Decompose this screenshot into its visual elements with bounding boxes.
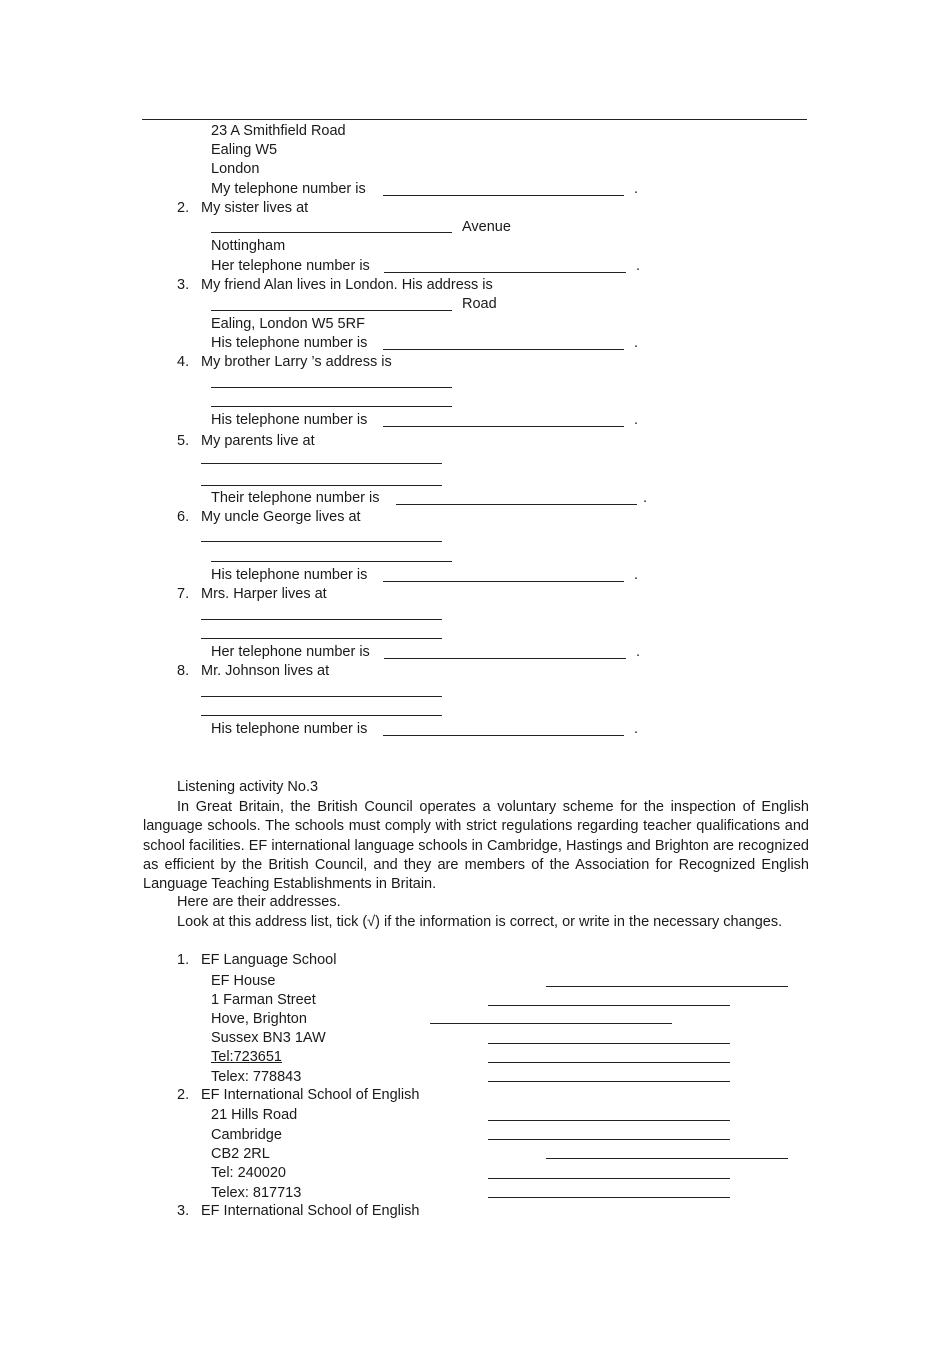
period: .	[634, 412, 639, 428]
answer-blank[interactable]	[211, 232, 452, 233]
answer-blank[interactable]	[201, 619, 442, 620]
address-line: Ealing W5	[211, 142, 278, 158]
school-address-line: CB2 2RL	[211, 1146, 270, 1162]
school-address-line: Hove, Brighton	[211, 1011, 307, 1027]
street-suffix: Road	[462, 296, 497, 312]
period: .	[634, 567, 639, 583]
section-title: Listening activity No.3	[177, 779, 319, 795]
header-rule	[142, 119, 807, 120]
answer-blank[interactable]	[383, 195, 624, 196]
city-text: Ealing, London W5 5RF	[211, 316, 365, 332]
school-name: EF International School of English	[201, 1203, 420, 1219]
answer-blank[interactable]	[383, 581, 624, 582]
item-text: Mrs. Harper lives at	[201, 586, 327, 602]
answer-blank[interactable]	[211, 387, 452, 388]
item-number: 5.	[177, 433, 190, 449]
school-address-line: Cambridge	[211, 1127, 282, 1143]
period: .	[634, 335, 639, 351]
period: .	[636, 644, 641, 660]
item-text: My sister lives at	[201, 200, 309, 216]
answer-blank[interactable]	[201, 485, 442, 486]
answer-blank[interactable]	[211, 406, 452, 407]
answer-blank[interactable]	[201, 541, 442, 542]
phone-label: His telephone number is	[211, 335, 368, 351]
item-text: My friend Alan lives in London. His address is	[201, 277, 493, 293]
correction-blank[interactable]	[488, 1043, 730, 1044]
phone-label: His telephone number is	[211, 721, 368, 737]
correction-blank[interactable]	[488, 1139, 730, 1140]
address-line: 23 A Smithfield Road	[211, 123, 346, 139]
answer-blank[interactable]	[201, 638, 442, 639]
correction-blank[interactable]	[488, 1081, 730, 1082]
correction-blank[interactable]	[488, 1120, 730, 1121]
item-text: My brother Larry ’s address is	[201, 354, 392, 370]
answer-blank[interactable]	[211, 561, 452, 562]
answer-blank[interactable]	[384, 272, 626, 273]
item-number: 4.	[177, 354, 190, 370]
correction-blank[interactable]	[488, 1178, 730, 1179]
answer-blank[interactable]	[396, 504, 637, 505]
addresses-heading: Here are their addresses.	[177, 894, 341, 910]
answer-blank[interactable]	[201, 696, 442, 697]
school-address-line: Sussex BN3 1AW	[211, 1030, 326, 1046]
street-suffix: Avenue	[462, 219, 511, 235]
answer-blank[interactable]	[383, 735, 624, 736]
phone-label: My telephone number is	[211, 181, 366, 197]
item-number: 3.	[177, 277, 190, 293]
correction-blank[interactable]	[488, 1197, 730, 1198]
period: .	[636, 258, 641, 274]
school-number: 1.	[177, 952, 190, 968]
phone-label: Her telephone number is	[211, 258, 370, 274]
answer-blank[interactable]	[383, 349, 624, 350]
school-address-line: Tel: 240020	[211, 1165, 286, 1181]
answer-blank[interactable]	[201, 715, 442, 716]
correction-blank[interactable]	[488, 1005, 730, 1006]
correction-blank[interactable]	[430, 1023, 672, 1024]
intro-paragraph-text: In Great Britain, the British Council operates a voluntary scheme for the inspection of English language schools. The schools must comply with strict regulations regarding teacher qualifications and school facilities. EF international language schools in Cambridge, Hastings and Brighton are recognized as efficient by the British Council, and they are members of the Association for Recognized English Language Teaching Establishments in Britain.	[143, 799, 809, 893]
answer-blank[interactable]	[201, 463, 442, 464]
item-number: 7.	[177, 586, 190, 602]
instruction	[143, 913, 809, 932]
phone-label: His telephone number is	[211, 412, 368, 428]
city-text: Nottingham	[211, 238, 286, 254]
answer-blank[interactable]	[384, 658, 626, 659]
period: .	[643, 490, 648, 506]
item-number: 6.	[177, 509, 190, 525]
phone-label: Her telephone number is	[211, 644, 370, 660]
school-number: 3.	[177, 1203, 190, 1219]
correction-blank[interactable]	[546, 1158, 788, 1159]
item-text: My uncle George lives at	[201, 509, 361, 525]
correction-blank[interactable]	[546, 986, 788, 987]
address-line: London	[211, 161, 260, 177]
item-number: 2.	[177, 200, 190, 216]
item-number: 8.	[177, 663, 190, 679]
phone-label: Their telephone number is	[211, 490, 380, 506]
school-name: EF International School of English	[201, 1087, 420, 1103]
school-address-line: 21 Hills Road	[211, 1107, 298, 1123]
school-name: EF Language School	[201, 952, 337, 968]
school-address-line: Telex: 778843	[211, 1069, 302, 1085]
answer-blank[interactable]	[383, 426, 624, 427]
school-number: 2.	[177, 1087, 190, 1103]
correction-blank[interactable]	[488, 1062, 730, 1063]
school-address-line: Telex: 817713	[211, 1185, 302, 1201]
school-tel-line: Tel:723651	[211, 1049, 282, 1065]
intro-paragraph	[143, 798, 809, 894]
school-address-line: EF House	[211, 973, 276, 989]
instruction-text: Look at this address list, tick (√) if the information is correct, or write in the necessary changes.	[177, 914, 783, 930]
period: .	[634, 721, 639, 737]
answer-blank[interactable]	[211, 310, 452, 311]
item-text: My parents live at	[201, 433, 315, 449]
period: .	[634, 181, 639, 197]
item-text: Mr. Johnson lives at	[201, 663, 330, 679]
school-address-line: 1 Farman Street	[211, 992, 316, 1008]
phone-label: His telephone number is	[211, 567, 368, 583]
